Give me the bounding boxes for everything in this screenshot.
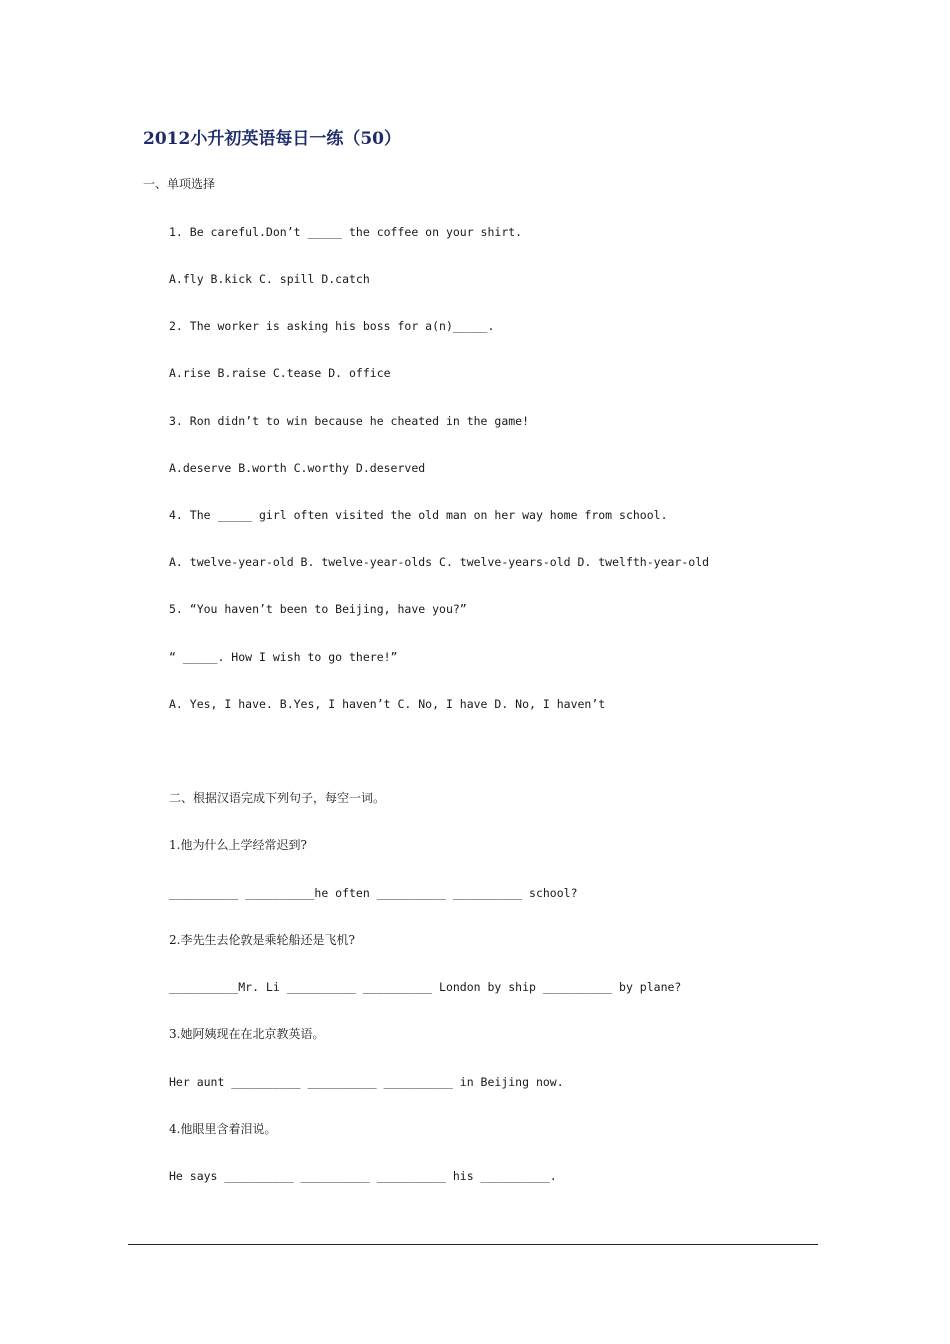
question-5-reply: “ _____. How I wish to go there!”: [169, 650, 398, 664]
translation-1-english: __________ __________he often __________ __________ school?: [169, 886, 578, 900]
section-1-heading: 一、单项选择: [143, 177, 216, 191]
translation-2-chinese: 2.李先生去伦敦是乘轮船还是飞机?: [169, 933, 355, 947]
translation-3-chinese: 3.她阿姨现在在北京教英语。: [169, 1027, 325, 1041]
translation-1-chinese: 1.他为什么上学经常迟到?: [169, 838, 307, 852]
question-4: 4. The _____ girl often visited the old man on her way home from school.: [169, 508, 668, 522]
translation-3-english: Her aunt __________ __________ __________ in Beijing now.: [169, 1075, 564, 1089]
question-5: 5. “You haven’t been to Beijing, have you?”: [169, 602, 467, 616]
question-5-options: A. Yes, I have. B.Yes, I haven’t C. No, I have D. No, I haven’t: [169, 697, 606, 711]
translation-2-english: __________Mr. Li __________ __________ London by ship __________ by plane?: [169, 980, 682, 994]
question-2-options: A.rise B.raise C.tease D. office: [169, 366, 391, 380]
question-3-options: A.deserve B.worth C.worthy D.deserved: [169, 461, 426, 475]
question-2: 2. The worker is asking his boss for a(n)_____.: [169, 319, 495, 333]
translation-4-chinese: 4.他眼里含着泪说。: [169, 1122, 277, 1136]
question-3: 3. Ron didn’t to win because he cheated in the game!: [169, 414, 530, 428]
question-1: 1. Be careful.Don’t _____ the coffee on your shirt.: [169, 225, 523, 239]
footer-rule: [128, 1244, 818, 1245]
question-4-options: A. twelve-year-old B. twelve-year-olds C. twelve-years-old D. twelfth-year-old: [169, 555, 710, 569]
page-title: 2012小升初英语每日一练（50）: [143, 129, 401, 149]
section-2-heading: 二、根据汉语完成下列句子，每空一词。: [169, 791, 386, 805]
translation-4-english: He says __________ __________ __________ his __________.: [169, 1169, 557, 1183]
question-1-options: A.fly B.kick C. spill D.catch: [169, 272, 370, 286]
